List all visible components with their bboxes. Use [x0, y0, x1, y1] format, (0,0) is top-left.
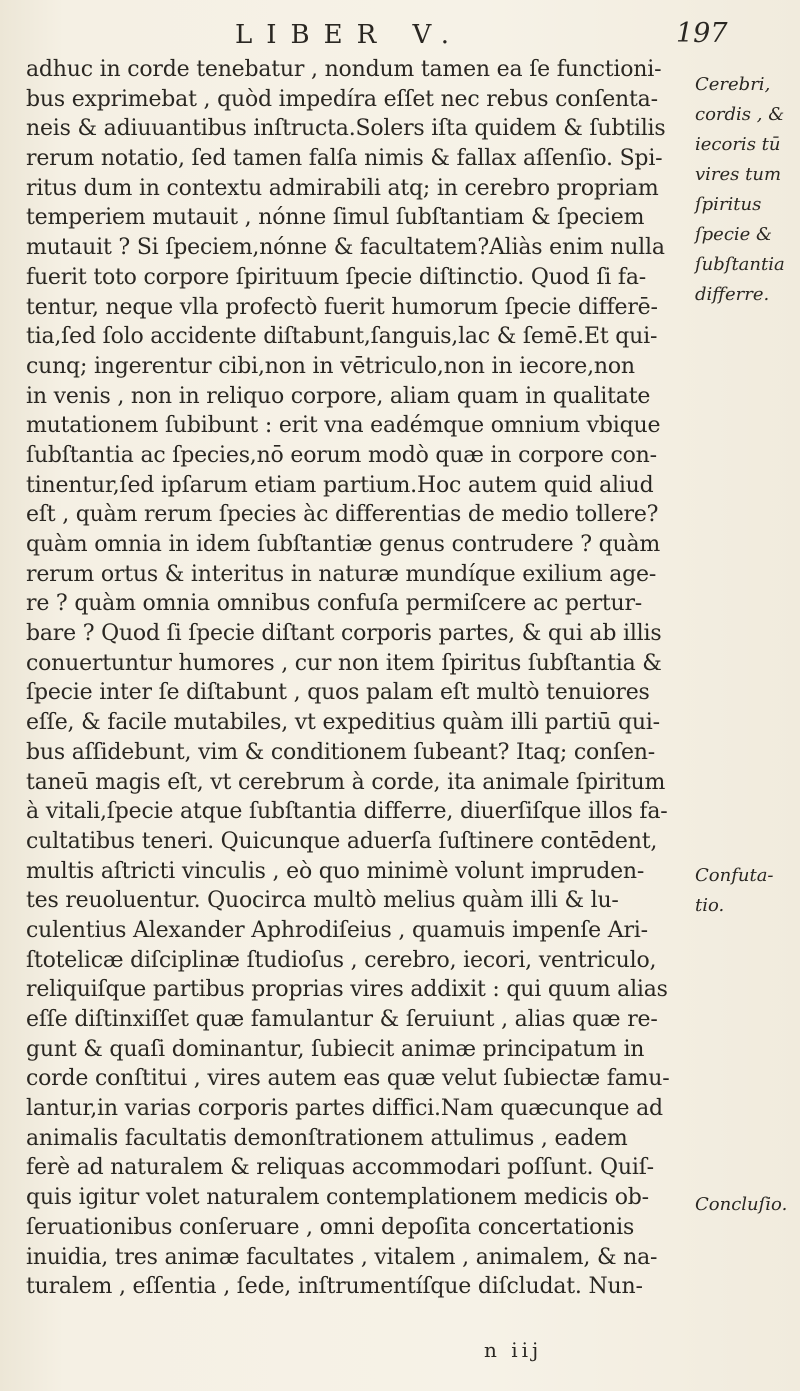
text-line: ſpecie inter ſe diſtabunt , quos palam eſt multò tenuiores	[26, 680, 650, 706]
page-number: 197	[676, 18, 728, 49]
text-line: lantur,in varias corporis partes diffici.Nam quæcunque ad	[26, 1096, 663, 1122]
marginal-note-line: vires tum	[695, 164, 782, 185]
marginal-note-line: ſpiritus	[695, 194, 762, 215]
marginal-note-conclusio	[695, 1190, 799, 1220]
text-line: à vitali,ſpecie atque ſubſtantia differre, diuerſiſque illos fa-	[26, 799, 668, 825]
text-line: conuertuntur humores , cur non item ſpiritus ſubſtantia &	[26, 650, 662, 676]
text-line: turalem , eſſentia , ſede, inſtrumentíſque diſcludat. Nun-	[26, 1274, 643, 1300]
text-line: tinentur,ſed ipſarum etiam partium.Hoc autem quid aliud	[26, 472, 654, 498]
text-line: animalis facultatis demonſtrationem attulimus , eadem	[26, 1125, 628, 1151]
text-line: tia,ſed ſolo accidente diſtabunt,ſanguis,lac & ſemē.Et qui-	[26, 324, 658, 350]
signature-mark: n iij	[484, 1338, 543, 1362]
text-line: mutauit ? Si ſpeciem,nónne & facultatem?Aliàs enim nulla	[26, 235, 665, 261]
text-line: ſtotelicæ diſciplinæ ſtudioſus , cerebro, iecori, ventriculo,	[26, 947, 657, 973]
text-line: temperiem mutauit , nónne ſimul ſubſtantiam & ſpeciem	[26, 205, 645, 231]
marginal-note-spirits	[695, 70, 799, 310]
text-line: neis & adiuuantibus inſtructa.Solers iſta quidem & ſubtilis	[26, 116, 666, 142]
text-line: ſubſtantia ac ſpecies,nō eorum modò quæ in corpore con-	[26, 442, 657, 468]
text-line: inuidia, tres animæ facultates , vitalem , animalem, & na-	[26, 1244, 658, 1270]
text-line: multis aſtricti vinculis , eò quo minimè volunt impruden-	[26, 858, 645, 884]
marginal-note-line: ſubſtantia	[695, 254, 785, 275]
text-line: tes reuoluentur. Quocirca multò melius quàm illi & lu-	[26, 888, 619, 914]
text-line: rerum ortus & interitus in naturæ mundíque exilium age-	[26, 561, 657, 587]
marginal-note-line: Concluſio.	[695, 1194, 788, 1215]
marginal-note-line: differre.	[695, 284, 770, 305]
text-line: tentur, neque vlla profectò fuerit humorum ſpecie differē-	[26, 294, 658, 320]
main-text-block	[26, 55, 686, 1302]
text-line: cultatibus teneri. Quicunque aduerſa ſuſtinere contēdent,	[26, 828, 658, 854]
text-line: ferè ad naturalem & reliquas accommodari poſſunt. Quiſ-	[26, 1155, 654, 1181]
text-line: mutationem ſubibunt : erit vna eadémque omnium vbique	[26, 413, 661, 439]
text-line: ritus dum in contextu admirabili atq; in cerebro propriam	[26, 175, 659, 201]
text-line: eſſe diſtinxiſſet quæ famulantur & ſeruiunt , alias quæ re-	[26, 1007, 658, 1032]
marginal-note-confutatio	[695, 861, 799, 921]
text-line: corde conſtitui , vires autem eas quæ velut ſubiectæ famu-	[26, 1066, 670, 1092]
text-line: gunt & quaſi dominantur, ſubiecit animæ principatum in	[26, 1036, 645, 1062]
running-title: LIBER V.	[235, 20, 463, 50]
text-line: quàm omnia in idem ſubſtantiæ genus contrudere ? quàm	[26, 532, 661, 557]
marginal-note-line: tio.	[695, 895, 725, 916]
text-line: ſeruationibus conſeruare , omni depoſita concertationis	[26, 1214, 635, 1240]
text-line: fuerit toto corpore ſpirituum ſpecie diſtinctio. Quod ſi fa-	[26, 264, 647, 290]
text-line: in venis , non in reliquo corpore, aliam quam in qualitate	[26, 383, 651, 409]
marginal-note-line: iecoris tū	[695, 134, 781, 155]
marginal-note-line: Cerebri,	[695, 74, 771, 95]
text-line: cunq; ingerentur cibi,non in vētriculo,non in iecore,non	[26, 353, 635, 379]
text-line: adhuc in corde tenebatur , nondum tamen ea ſe functioni-	[26, 57, 662, 82]
text-line: rerum notatio, ſed tamen falſa nimis & fallax aſſenſio. Spi-	[26, 146, 663, 172]
marginal-note-line: Confuta-	[695, 865, 774, 886]
text-line: culentius Alexander Aphrodiſeius , quamuis impenſe Ari-	[26, 917, 648, 943]
text-line: eſſe, & facile mutabiles, vt expeditius quàm illi partiū qui-	[26, 710, 660, 736]
marginal-note-line: cordis , &	[695, 104, 785, 125]
text-line: eſt , quàm rerum ſpecies àc differentias de medio tollere?	[26, 502, 659, 528]
text-line: taneū magis eſt, vt cerebrum à corde, ita animale ſpiritum	[26, 769, 666, 795]
text-line: bus aſſidebunt, vim & conditionem ſubeant? Itaq; conſen-	[26, 739, 656, 765]
marginal-note-line: ſpecie &	[695, 224, 773, 245]
text-line: quis igitur volet naturalem contemplationem medicis ob-	[26, 1185, 649, 1211]
text-line: re ? quàm omnia omnibus confuſa permiſcere ac pertur-	[26, 591, 643, 617]
page-header	[0, 8, 800, 52]
text-line: bus exprimebat , quòd impedíra eſſet nec rebus conſenta-	[26, 86, 658, 112]
text-line: bare ? Quod ſi ſpecie diſtant corporis partes, & qui ab illis	[26, 621, 662, 647]
text-line: reliquiſque partibus proprias vires addixit : qui quum alias	[26, 977, 668, 1003]
